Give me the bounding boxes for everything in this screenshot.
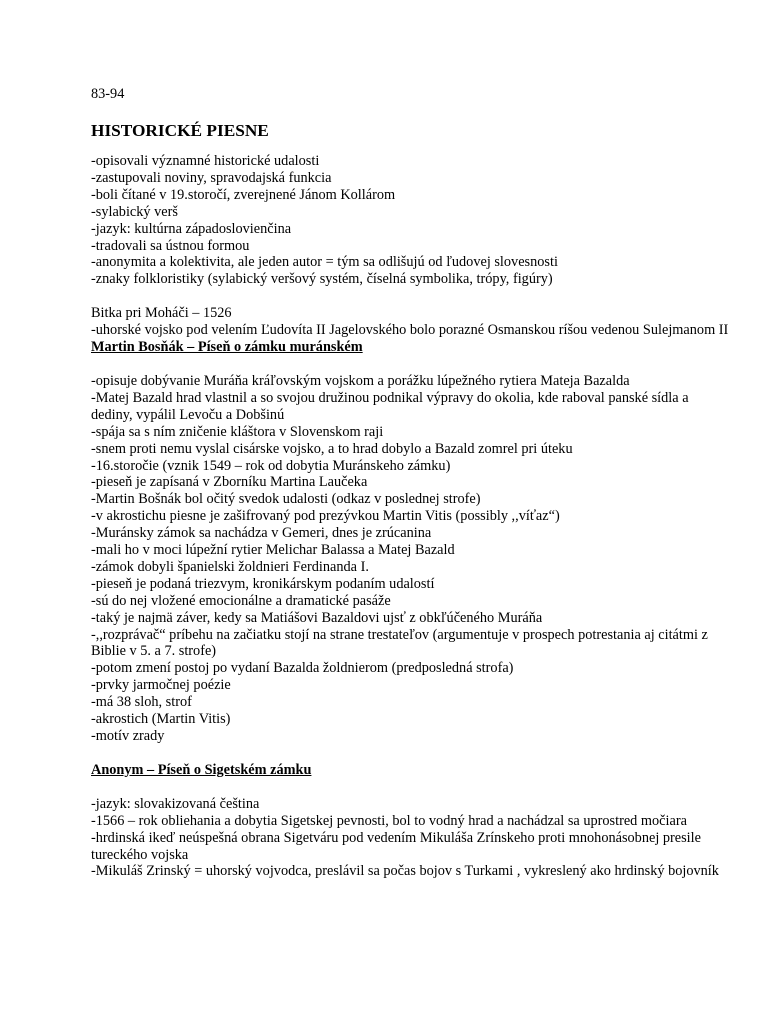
- list-item: -zámok dobyli španielski žoldnieri Ferdinanda I.: [91, 558, 369, 575]
- list-item: -opisuje dobývanie Muráňa kráľovským vojskom a porážku lúpežného rytiera Mateja Bazalda: [91, 372, 630, 389]
- spacer: [91, 745, 731, 762]
- list-item: -Matej Bazald hrad vlastnil a so svojou družinou podnikal výpravy do okolia, kde raboval panské sídla a dediny, vypálil Levoču a Dobšinú: [91, 389, 689, 423]
- document-title: HISTORICKÉ PIESNE: [91, 121, 269, 140]
- spacer: [91, 288, 731, 305]
- siget-list: [91, 796, 731, 881]
- list-item: -Mikuláš Zrinský = uhorský vojvodca, preslávil sa počas bojov s Turkami , vykreslený ako hrdinský bojovník: [91, 863, 719, 880]
- document-page: [91, 86, 731, 880]
- spacer: [91, 356, 731, 373]
- list-item: -v akrostichu piesne je zašifrovaný pod prezývkou Martin Vitis (possibly ,,víťaz“): [91, 508, 560, 525]
- list-item: -1566 – rok obliehania a dobytia Sigetskej pevnosti, bol to vodný hrad a nachádzal sa uprostred močiara: [91, 812, 687, 829]
- list-item: -potom zmení postoj po vydaní Bazalda žoldnierom (predposledná strofa): [91, 660, 514, 677]
- page-reference: 83-94: [91, 86, 125, 102]
- list-item: -Martin Bošnák bol očitý svedok udalosti (odkaz v poslednej strofe): [91, 491, 481, 508]
- section-heading-siget: Anonym – Píseň o Sigetském zámku: [91, 761, 312, 778]
- list-item: -,,rozprávač“ príbehu na začiatku stojí na strane trestateľov (argumentuje v prospech potrestania aj citátmi z Biblie v 5. a 7. strofe): [91, 626, 708, 660]
- intro-line: -zastupovali noviny, spravodajská funkcia: [91, 169, 332, 186]
- list-item: -mali ho v moci lúpežní rytier Melichar Balassa a Matej Bazald: [91, 542, 455, 559]
- intro-line: -znaky folkloristiky (sylabický veršový systém, číselná symbolika, trópy, figúry): [91, 271, 553, 288]
- list-item: -jazyk: slovakizovaná čeština: [91, 795, 260, 812]
- intro-line: -jazyk: kultúrna západoslovienčina: [91, 220, 292, 237]
- list-item: -motív zrady: [91, 728, 165, 744]
- intro-list: [91, 153, 731, 288]
- list-item: -hrdinská ikeď neúspešná obrana Sigetváru pod vedením Mikuláša Zrínskeho proti mnohonásobnej presile tureckého vojska: [91, 829, 701, 863]
- intro-line: -sylabický verš: [91, 203, 178, 220]
- intro-line: -opisovali významné historické udalosti: [91, 153, 320, 169]
- list-item: -sú do nej vložené emocionálne a dramatické pasáže: [91, 592, 391, 609]
- list-item: -má 38 sloh, strof: [91, 694, 192, 711]
- spacer: [91, 779, 731, 796]
- list-item: -pieseň je zapísaná v Zborníku Martina Laučeka: [91, 474, 368, 491]
- list-item: -spája sa s ním zničenie kláštora v Slovenskom raji: [91, 423, 384, 440]
- section-heading-muran: Martin Bosňák – Píseň o zámku muránském: [91, 339, 363, 356]
- list-item: -akrostich (Martin Vitis): [91, 711, 231, 728]
- list-item: -prvky jarmočnej poézie: [91, 677, 231, 694]
- list-item: -taký je najmä záver, kedy sa Matiášovi Bazaldovi ujsť z obkľúčeného Muráňa: [91, 609, 543, 626]
- intro-line: -anonymita a kolektivita, ale jeden autor = tým sa odlišujú od ľudovej slovesnosti: [91, 254, 558, 271]
- battle-line: Bitka pri Moháči – 1526: [91, 305, 232, 322]
- intro-line: -tradovali sa ústnou formou: [91, 237, 250, 254]
- list-item: -Muránsky zámok sa nachádza v Gemeri, dnes je zrúcanina: [91, 525, 432, 542]
- battle-block: [91, 305, 731, 339]
- spacer: [91, 141, 731, 153]
- battle-line: -uhorské vojsko pod velením Ľudovíta II Jagelovského bolo porazné Osmanskou ríšou vedenou Sulejmanom II: [91, 322, 729, 339]
- intro-line: -boli čítané v 19.storočí, zverejnené Jánom Kollárom: [91, 186, 396, 203]
- list-item: -16.storočie (vznik 1549 – rok od dobytia Muránskeho zámku): [91, 457, 451, 474]
- muran-list: [91, 373, 731, 745]
- list-item: -snem proti nemu vyslal cisárske vojsko, a to hrad dobylo a Bazald zomrel pri úteku: [91, 440, 573, 457]
- list-item: -pieseň je podaná triezvym, kronikárskym podaním udalostí: [91, 575, 435, 592]
